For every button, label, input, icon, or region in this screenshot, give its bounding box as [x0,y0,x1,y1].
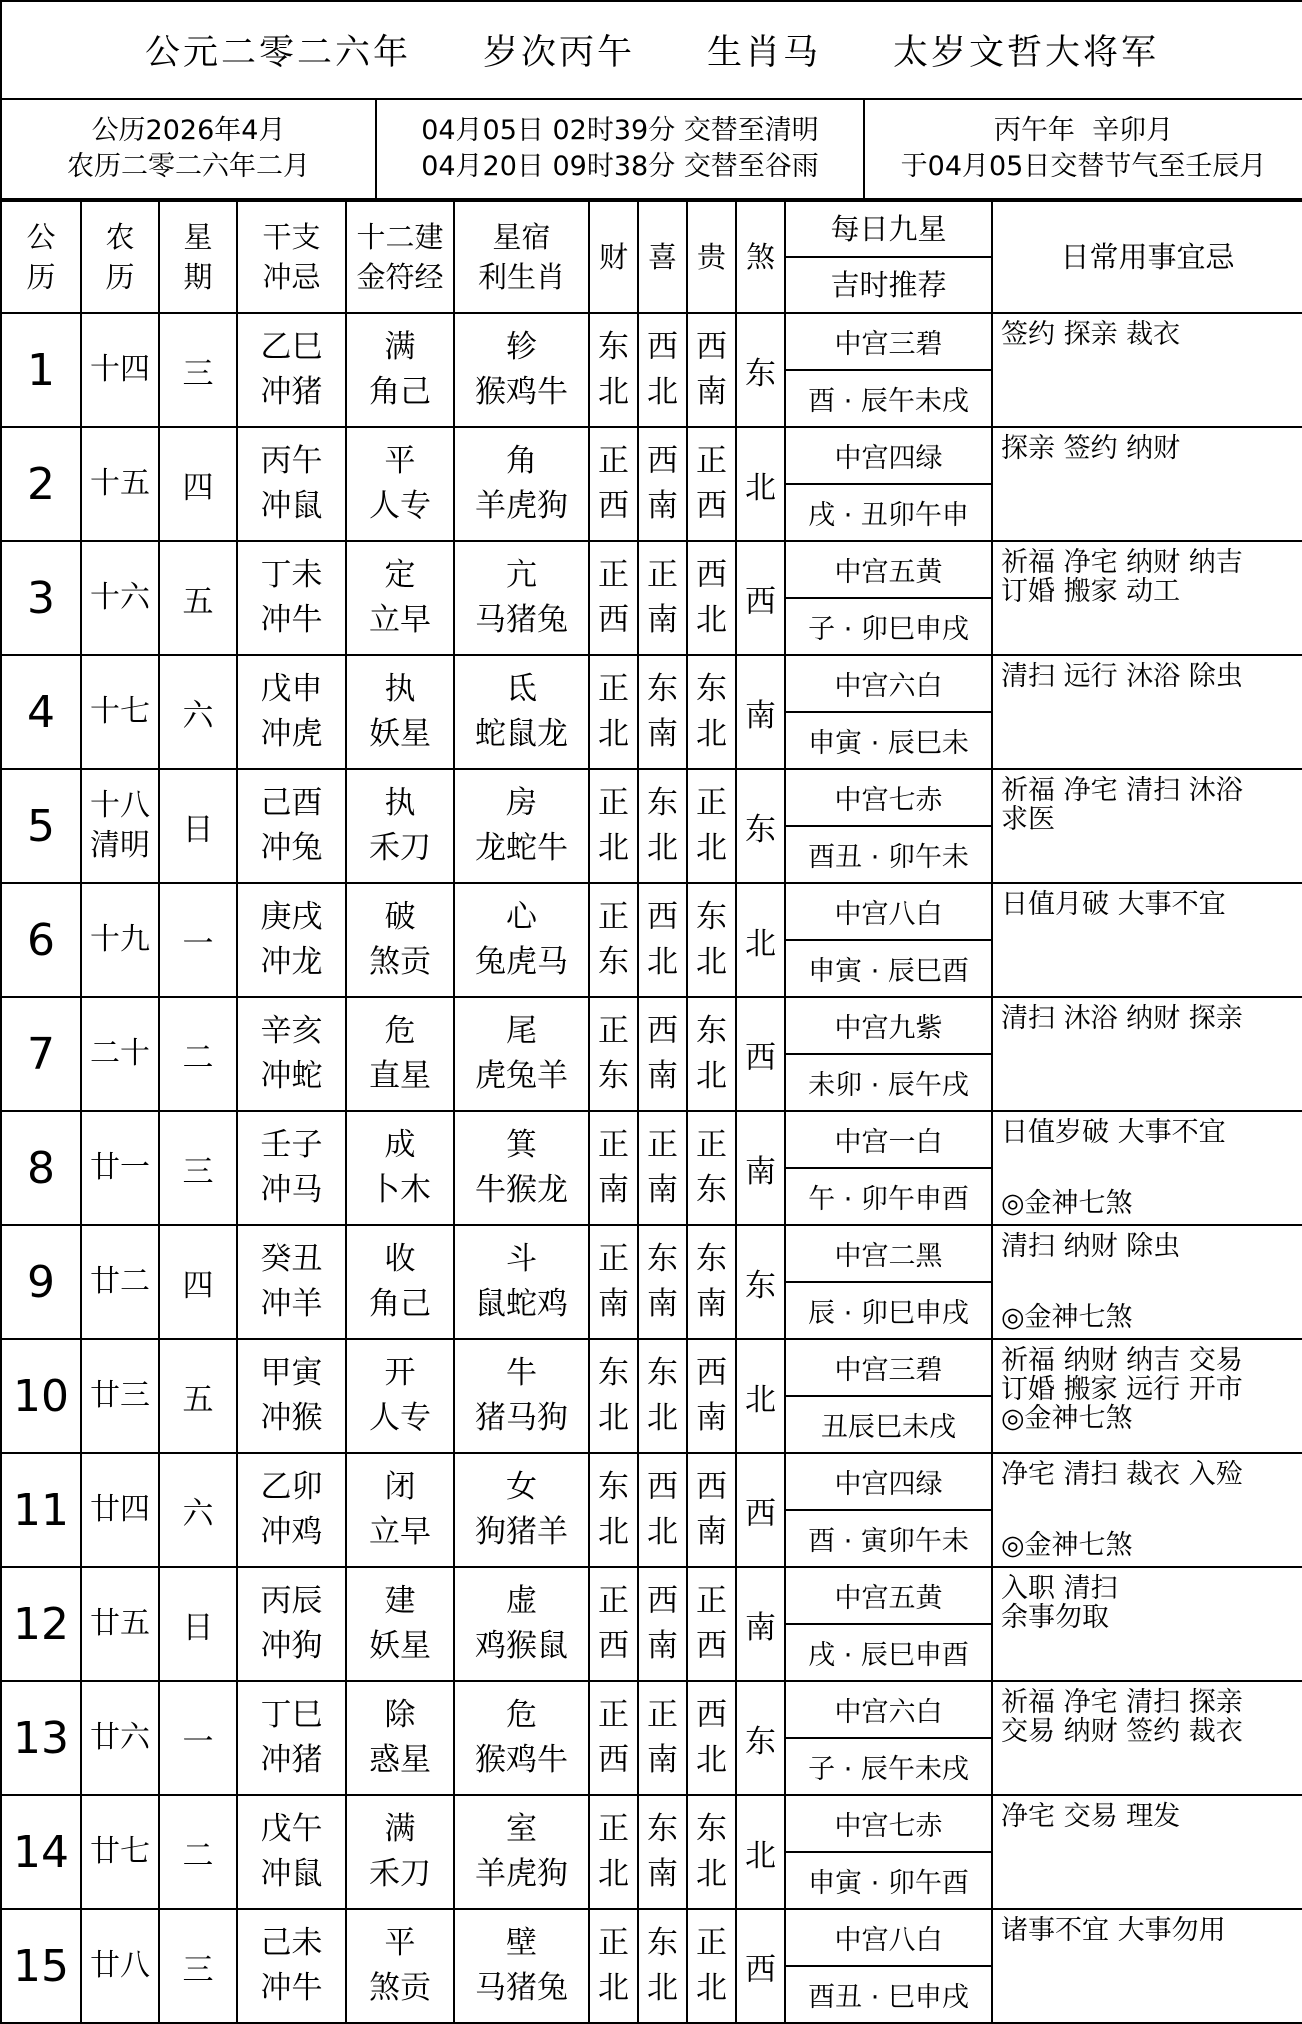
weekday: 五 [159,1339,237,1453]
weekday: 三 [159,313,237,427]
jiuxing-cell: 中宫六白 [785,655,992,712]
yiji-line: 订婚 搬家 动工 [1001,576,1181,607]
ganzhi-cell: 己酉 冲兔 [237,769,346,883]
jishi-cell: 子 · 辰午未戌 [785,1738,992,1795]
jian-cell: 收 角己 [346,1225,454,1339]
xi-cell: 西 北 [638,313,687,427]
lunar-day: 十八 清明 [81,769,159,883]
yiji-line: 签约 探亲 裁衣 [1001,319,1181,350]
yiji-cell [992,769,1302,883]
cai-cell: 正 西 [589,1681,638,1795]
jian-cell: 闭 立早 [346,1453,454,1567]
xiu-cell: 心 兔虎马 [454,883,589,997]
weekday: 四 [159,427,237,541]
jian-cell: 满 角己 [346,313,454,427]
xi-cell: 西 南 [638,997,687,1111]
sha-cell: 北 [736,1795,785,1909]
xiu-cell: 室 羊虎狗 [454,1795,589,1909]
jian-cell: 危 直星 [346,997,454,1111]
sha-cell: 东 [736,1681,785,1795]
cai-cell: 正 北 [589,1795,638,1909]
xi-cell: 东 北 [638,1909,687,2023]
lunar-day: 廿一 [81,1111,159,1225]
xiu-cell: 箕 牛猴龙 [454,1111,589,1225]
gregorian-day: 5 [1,769,81,883]
weekday: 日 [159,769,237,883]
lunar-month: 农历二零二六年二月 [67,151,310,182]
jiuxing-cell: 中宫四绿 [785,1453,992,1510]
day-row [1,1453,1302,1510]
cai-cell: 东 北 [589,313,638,427]
yiji-line: 祈福 纳财 纳吉 交易 [1001,1345,1243,1376]
ganzhi-cell: 丙午 冲鼠 [237,427,346,541]
xiu-cell: 房 龙蛇牛 [454,769,589,883]
cai-cell: 正 北 [589,655,638,769]
yiji-line: 祈福 净宅 纳财 纳吉 [1001,547,1243,578]
weekday: 三 [159,1111,237,1225]
gui-cell: 东 北 [687,1795,736,1909]
header-table [0,0,1302,200]
yiji-cell [992,427,1302,541]
ganzhi-year-month: 丙午年 辛卯月 [993,115,1174,146]
day-row [1,1909,1302,1966]
xi-cell: 东 南 [638,1225,687,1339]
sha-cell: 西 [736,1909,785,2023]
yiji-cell [992,1567,1302,1681]
ganzhi-cell: 丁巳 冲猪 [237,1681,346,1795]
yiji-cell [992,1681,1302,1795]
gui-cell: 东 北 [687,997,736,1111]
cai-cell: 正 西 [589,541,638,655]
gregorian-day: 10 [1,1339,81,1453]
yiji-line: 订婚 搬家 远行 开市 [1001,1374,1243,1405]
gregorian-month: 公历2026年4月 [91,115,286,146]
sha-cell: 西 [736,541,785,655]
xi-cell: 正 南 [638,1111,687,1225]
weekday: 六 [159,1453,237,1567]
cai-cell: 正 东 [589,883,638,997]
lunar-day: 十六 [81,541,159,655]
jiuxing-cell: 中宫二黑 [785,1225,992,1282]
lunar-day: 廿四 [81,1453,159,1567]
lunar-day: 十四 [81,313,159,427]
gregorian-day: 9 [1,1225,81,1339]
lunar-day: 二十 [81,997,159,1111]
ganzhi-cell: 戊申 冲虎 [237,655,346,769]
jiuxing-cell: 中宫三碧 [785,1339,992,1396]
lunar-day: 十七 [81,655,159,769]
day-row [1,541,1302,598]
sha-cell: 北 [736,883,785,997]
jishi-cell: 申寅 · 卯午酉 [785,1852,992,1909]
cai-cell: 正 西 [589,1567,638,1681]
cai-cell: 正 东 [589,997,638,1111]
ganzhi-info [864,99,1302,199]
xiu-cell: 危 猴鸡牛 [454,1681,589,1795]
yiji-line: 探亲 签约 纳财 [1001,433,1181,464]
title-taisui: 太岁文哲大将军 [893,33,1160,73]
gregorian-day: 14 [1,1795,81,1909]
jiuxing-cell: 中宫一白 [785,1111,992,1168]
col-jishi: 吉时推荐 [785,257,992,313]
xi-cell: 西 南 [638,1567,687,1681]
xi-cell: 东 南 [638,655,687,769]
day-row [1,769,1302,826]
yiji-cell [992,1225,1302,1339]
ganzhi-cell: 乙巳 冲猪 [237,313,346,427]
xiu-cell: 女 狗猪羊 [454,1453,589,1567]
col-xiu: 星宿 利生肖 [454,201,589,313]
ganzhi-cell: 壬子 冲马 [237,1111,346,1225]
calendar-table [0,200,1302,2024]
weekday: 六 [159,655,237,769]
year-title [1,1,1302,99]
month-info [1,99,376,199]
day-row [1,1339,1302,1396]
jiuxing-cell: 中宫八白 [785,1909,992,1966]
solar-term-1: 04月05日 02时39分 交替至清明 [421,115,819,146]
ganzhi-cell: 戊午 冲鼠 [237,1795,346,1909]
solar-terms [376,99,864,199]
yiji-line: 求医 [1001,804,1055,835]
jian-cell: 平 人专 [346,427,454,541]
cai-cell: 正 北 [589,769,638,883]
gui-cell: 正 北 [687,769,736,883]
weekday: 二 [159,997,237,1111]
jishi-cell: 申寅 · 辰巳未 [785,712,992,769]
col-jiuxing: 每日九星 [785,201,992,257]
gui-cell: 东 北 [687,655,736,769]
jian-cell: 成 卜木 [346,1111,454,1225]
gui-cell: 西 北 [687,1681,736,1795]
xiu-cell: 壁 马猪兔 [454,1909,589,2023]
yiji-cell [992,655,1302,769]
xi-cell: 东 北 [638,1339,687,1453]
gui-cell: 东 南 [687,1225,736,1339]
jian-cell: 破 煞贡 [346,883,454,997]
lunar-day: 廿二 [81,1225,159,1339]
lunar-day: 廿六 [81,1681,159,1795]
gregorian-day: 3 [1,541,81,655]
yiji-cell [992,313,1302,427]
gregorian-day: 1 [1,313,81,427]
xiu-cell: 斗 鼠蛇鸡 [454,1225,589,1339]
jian-cell: 定 立早 [346,541,454,655]
gregorian-day: 2 [1,427,81,541]
jiuxing-cell: 中宫三碧 [785,313,992,370]
ganzhi-cell: 庚戌 冲龙 [237,883,346,997]
jian-cell: 满 禾刀 [346,1795,454,1909]
yiji-line: 清扫 远行 沐浴 除虫 [1001,661,1243,692]
jishi-cell: 戌 · 辰巳申酉 [785,1624,992,1681]
day-row [1,313,1302,370]
day-row [1,1567,1302,1624]
yiji-cell [992,1795,1302,1909]
jishi-cell: 午 · 卯午申酉 [785,1168,992,1225]
yiji-cell [992,883,1302,997]
gregorian-day: 7 [1,997,81,1111]
gregorian-day: 4 [1,655,81,769]
gui-cell: 西 南 [687,1339,736,1453]
jiuxing-cell: 中宫九紫 [785,997,992,1054]
gui-cell: 西 北 [687,541,736,655]
gui-cell: 西 南 [687,1453,736,1567]
yiji-line: 日值岁破 大事不宜 [1001,1117,1226,1148]
jishi-cell: 戌 · 丑卯午申 [785,484,992,541]
day-row [1,997,1302,1054]
xi-cell: 正 南 [638,1681,687,1795]
ganzhi-cell: 乙卯 冲鸡 [237,1453,346,1567]
yiji-line: 祈福 净宅 清扫 沐浴 [1001,775,1243,806]
sha-cell: 南 [736,1111,785,1225]
day-row [1,1681,1302,1738]
gui-cell: 西 南 [687,313,736,427]
jian-cell: 平 煞贡 [346,1909,454,2023]
xiu-cell: 角 羊虎狗 [454,427,589,541]
yiji-cell [992,1453,1302,1567]
day-row [1,883,1302,940]
yiji-line: 日值月破 大事不宜 [1001,889,1226,920]
jishi-cell: 申寅 · 辰巳酉 [785,940,992,997]
cai-cell: 正 南 [589,1225,638,1339]
jiuxing-cell: 中宫五黄 [785,541,992,598]
col-cai: 财 [589,201,638,313]
jishi-cell: 酉 · 寅卯午未 [785,1510,992,1567]
day-row [1,655,1302,712]
jinshen-note: ◎金神七煞 [1001,1302,1133,1333]
lunar-day: 廿五 [81,1567,159,1681]
xi-cell: 正 南 [638,541,687,655]
sha-cell: 西 [736,997,785,1111]
jinshen-note: ◎金神七煞 [1001,1530,1133,1561]
xiu-cell: 亢 马猪兔 [454,541,589,655]
ganzhi-change: 于04月05日交替节气至壬辰月 [900,151,1267,182]
jiuxing-cell: 中宫五黄 [785,1567,992,1624]
yiji-line: 交易 纳财 签约 裁衣 [1001,1716,1243,1747]
gregorian-day: 15 [1,1909,81,2023]
weekday: 五 [159,541,237,655]
col-ganzhi: 干支 冲忌 [237,201,346,313]
jiuxing-cell: 中宫四绿 [785,427,992,484]
jishi-cell: 丑辰巳未戌 [785,1396,992,1453]
col-gui: 贵 [687,201,736,313]
xiu-cell: 尾 虎兔羊 [454,997,589,1111]
xiu-cell: 轸 猴鸡牛 [454,313,589,427]
gui-cell: 东 北 [687,883,736,997]
lunar-day: 廿八 [81,1909,159,2023]
jian-cell: 除 惑星 [346,1681,454,1795]
solar-term-2: 04月20日 09时38分 交替至谷雨 [421,151,819,182]
cai-cell: 东 北 [589,1453,638,1567]
yiji-line: ◎金神七煞 [1001,1403,1133,1434]
yiji-line: 清扫 沐浴 纳财 探亲 [1001,1003,1243,1034]
yiji-cell [992,541,1302,655]
sha-cell: 南 [736,1567,785,1681]
cai-cell: 正 西 [589,427,638,541]
title-zodiac: 生肖马 [707,33,822,73]
yiji-cell [992,1339,1302,1453]
jishi-cell: 子 · 卯巳申戌 [785,598,992,655]
weekday: 日 [159,1567,237,1681]
lunar-day: 十五 [81,427,159,541]
col-sha: 煞 [736,201,785,313]
calendar-body [1,313,1302,2023]
jishi-cell: 酉 · 辰午未戌 [785,370,992,427]
yiji-line: 净宅 交易 理发 [1001,1801,1181,1832]
jishi-cell: 未卯 · 辰午戌 [785,1054,992,1111]
gui-cell: 正 东 [687,1111,736,1225]
gui-cell: 正 西 [687,427,736,541]
weekday: 三 [159,1909,237,2023]
title-year: 公元二零二六年 [144,33,411,73]
jinshen-note: ◎金神七煞 [1001,1188,1133,1219]
yiji-line: 祈福 净宅 清扫 探亲 [1001,1687,1243,1718]
sha-cell: 北 [736,427,785,541]
gregorian-day: 6 [1,883,81,997]
sha-cell: 北 [736,1339,785,1453]
lunar-day: 十九 [81,883,159,997]
col-yiji: 日常用事宜忌 [992,201,1302,313]
xiu-cell: 虚 鸡猴鼠 [454,1567,589,1681]
col-xi: 喜 [638,201,687,313]
jian-cell: 开 人专 [346,1339,454,1453]
sha-cell: 东 [736,769,785,883]
title-sui: 岁次丙午 [482,33,635,73]
yiji-line: 净宅 清扫 裁衣 入殓 [1001,1459,1243,1490]
sha-cell: 西 [736,1453,785,1567]
lunar-day: 廿七 [81,1795,159,1909]
col-xingqi: 星 期 [159,201,237,313]
lunar-day: 廿三 [81,1339,159,1453]
col-gongli: 公 历 [1,201,81,313]
ganzhi-cell: 丁未 冲牛 [237,541,346,655]
sha-cell: 南 [736,655,785,769]
sha-cell: 东 [736,1225,785,1339]
xi-cell: 西 北 [638,1453,687,1567]
ganzhi-cell: 辛亥 冲蛇 [237,997,346,1111]
gregorian-day: 8 [1,1111,81,1225]
xi-cell: 东 南 [638,1795,687,1909]
jishi-cell: 酉丑 · 卯午未 [785,826,992,883]
yiji-line: 清扫 纳财 除虫 [1001,1231,1181,1262]
cai-cell: 东 北 [589,1339,638,1453]
jiuxing-cell: 中宫八白 [785,883,992,940]
ganzhi-cell: 癸丑 冲羊 [237,1225,346,1339]
sha-cell: 东 [736,313,785,427]
yiji-cell [992,1111,1302,1225]
day-row [1,1225,1302,1282]
day-row [1,1111,1302,1168]
jiuxing-cell: 中宫六白 [785,1681,992,1738]
cai-cell: 正 北 [589,1909,638,2023]
day-row [1,1795,1302,1852]
jian-cell: 执 禾刀 [346,769,454,883]
gregorian-day: 12 [1,1567,81,1681]
yiji-line: 入职 清扫 [1001,1573,1118,1604]
weekday: 一 [159,883,237,997]
weekday: 二 [159,1795,237,1909]
jiuxing-cell: 中宫七赤 [785,1795,992,1852]
xiu-cell: 牛 猪马狗 [454,1339,589,1453]
yiji-line: 诸事不宜 大事勿用 [1001,1915,1226,1946]
weekday: 四 [159,1225,237,1339]
cai-cell: 正 南 [589,1111,638,1225]
xi-cell: 西 北 [638,883,687,997]
ganzhi-cell: 甲寅 冲猴 [237,1339,346,1453]
gregorian-day: 13 [1,1681,81,1795]
yiji-cell [992,1909,1302,2023]
jishi-cell: 酉丑 · 巳申戌 [785,1966,992,2023]
xi-cell: 东 北 [638,769,687,883]
day-row [1,427,1302,484]
jiuxing-cell: 中宫七赤 [785,769,992,826]
col-nongli: 农 历 [81,201,159,313]
ganzhi-cell: 丙辰 冲狗 [237,1567,346,1681]
yiji-line: 余事勿取 [1001,1602,1109,1633]
jishi-cell: 辰 · 卯巳申戌 [785,1282,992,1339]
jian-cell: 建 妖星 [346,1567,454,1681]
xi-cell: 西 南 [638,427,687,541]
ganzhi-cell: 己未 冲牛 [237,1909,346,2023]
weekday: 一 [159,1681,237,1795]
gregorian-day: 11 [1,1453,81,1567]
col-jian: 十二建 金符经 [346,201,454,313]
xiu-cell: 氐 蛇鼠龙 [454,655,589,769]
gui-cell: 正 西 [687,1567,736,1681]
yiji-cell [992,997,1302,1111]
jian-cell: 执 妖星 [346,655,454,769]
gui-cell: 正 北 [687,1909,736,2023]
